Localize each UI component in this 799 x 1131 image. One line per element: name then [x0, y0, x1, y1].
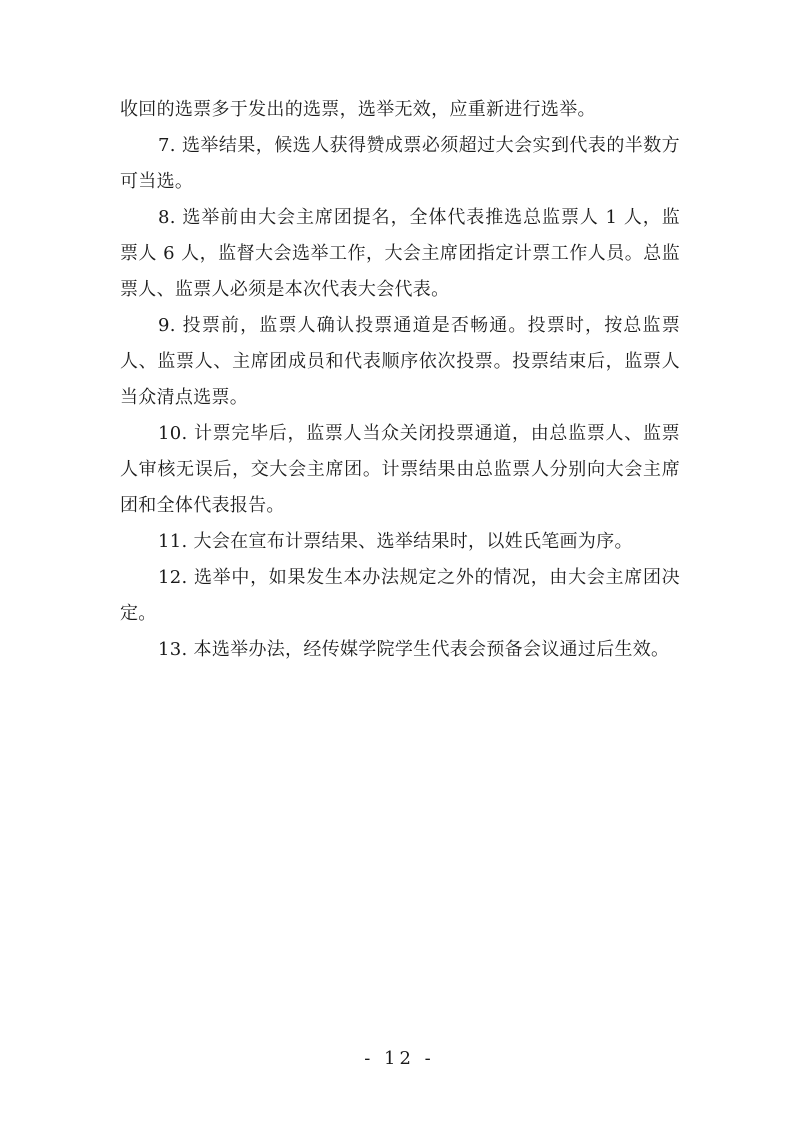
paragraph-item-11: 11. 大会在宣布计票结果、选举结果时，以姓氏笔画为序。 — [158, 531, 633, 552]
paragraph-item-13: 13. 本选举办法，经传媒学院学生代表会预备会议通过后生效。 — [158, 639, 670, 660]
paragraph-item-12: 12. 选举中，如果发生本办法规定之外的情况，由大会主席团决定。 — [120, 567, 680, 624]
paragraph-item-7: 7. 选举结果，候选人获得赞成票必须超过大会实到代表的半数方可当选。 — [120, 135, 680, 192]
page-number: - 12 - — [364, 1048, 435, 1069]
paragraph-item-9: 9. 投票前，监票人确认投票通道是否畅通。投票时，按总监票人、监票人、主席团成员和代表顺序依次投票。投票结束后，监票人当众清点选票。 — [120, 315, 680, 408]
paragraph-continuation: 收回的选票多于发出的选票，选举无效，应重新进行选举。 — [120, 99, 596, 120]
document-body — [120, 92, 680, 668]
paragraph-item-10: 10. 计票完毕后，监票人当众关闭投票通道，由总监票人、监票人审核无误后，交大会主席团。计票结果由总监票人分别向大会主席团和全体代表报告。 — [120, 423, 680, 516]
paragraph-item-8: 8. 选举前由大会主席团提名，全体代表推选总监票人 1 人，监票人 6 人，监督大会选举工作，大会主席团指定计票工作人员。总监票人、监票人必须是本次代表大会代表。 — [120, 207, 680, 300]
